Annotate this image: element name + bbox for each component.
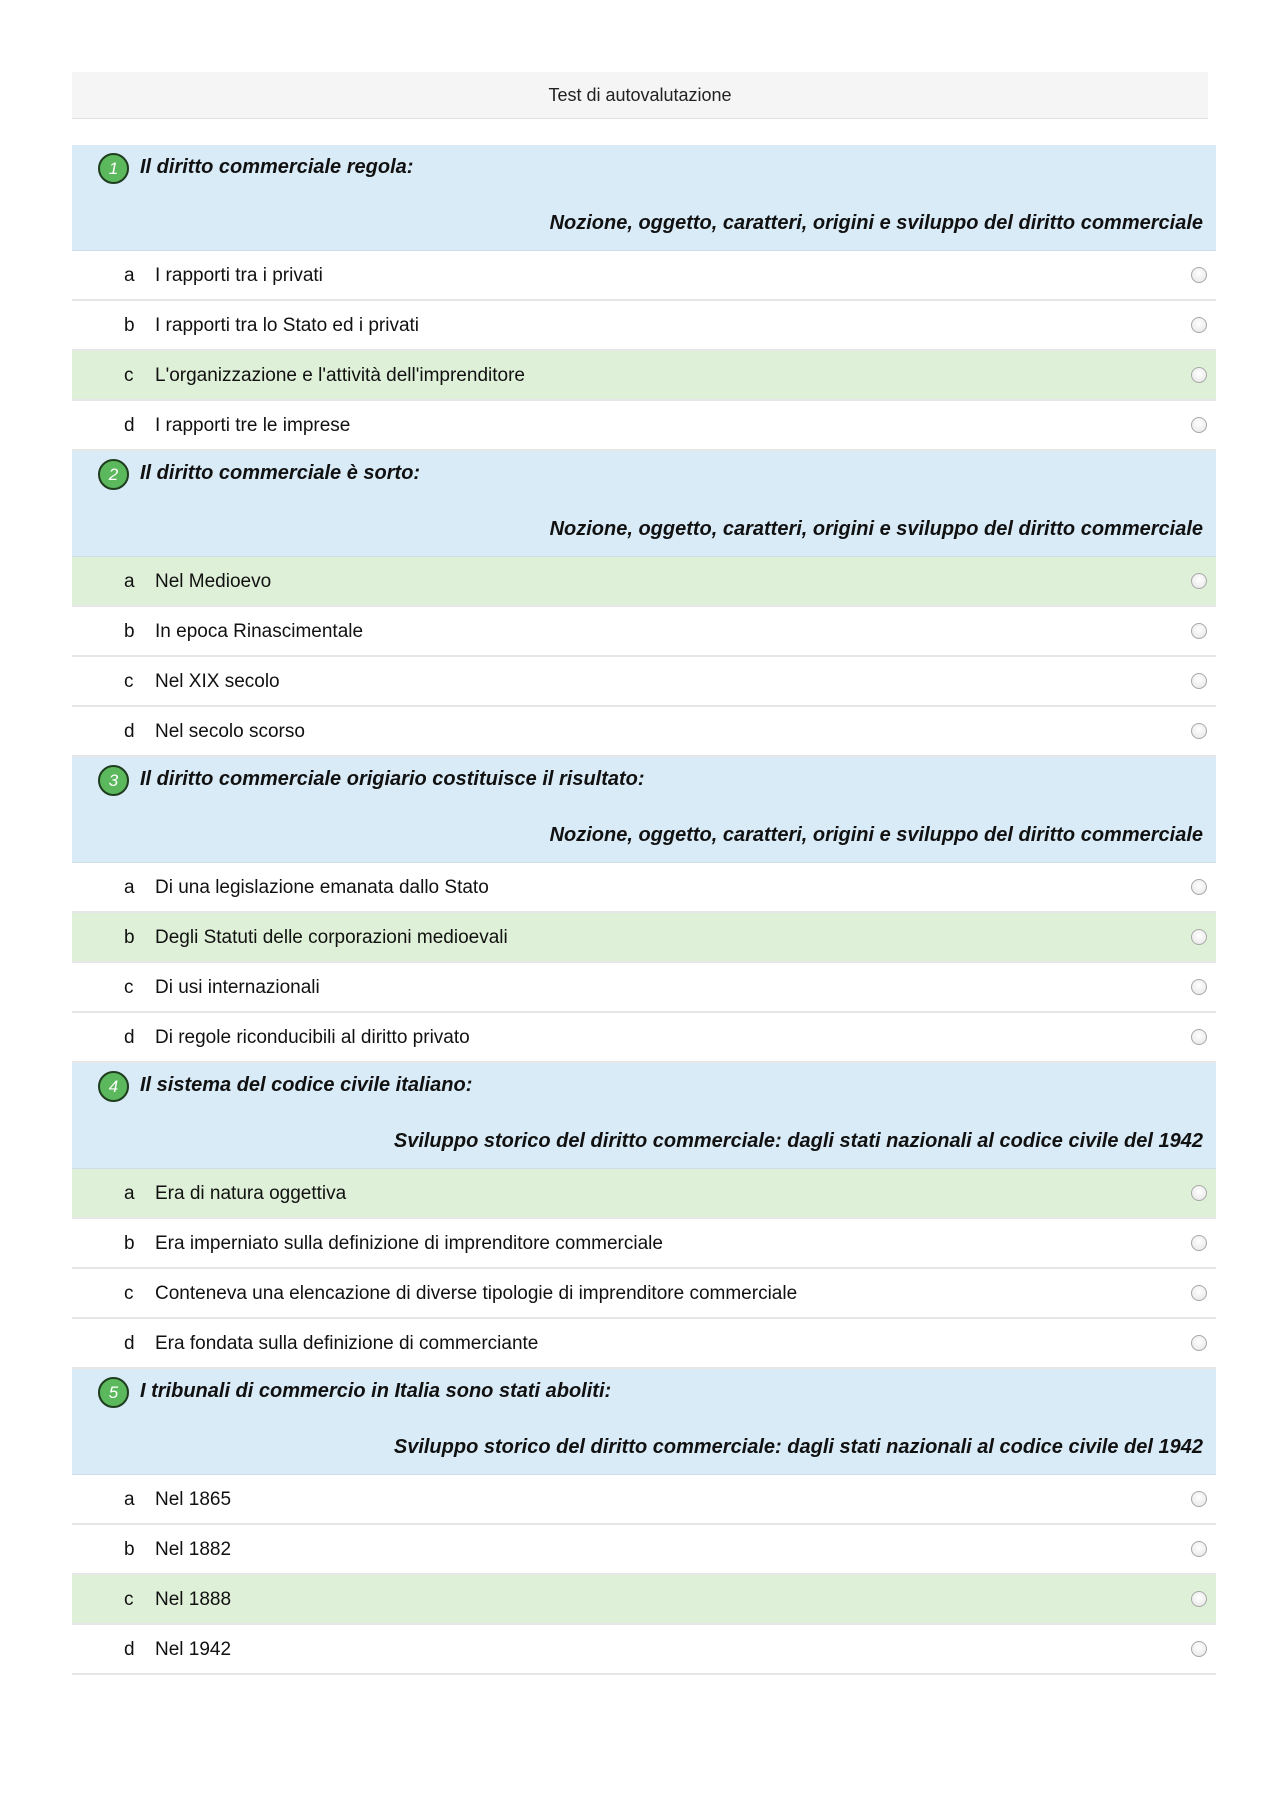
answer-radio[interactable] bbox=[1191, 1491, 1207, 1507]
answer-text: Di regole riconducibili al diritto privato bbox=[155, 1027, 470, 1048]
answer-option[interactable] bbox=[72, 1269, 1216, 1319]
answer-text: I rapporti tra lo Stato ed i privati bbox=[155, 315, 420, 336]
answer-text: I rapporti tra i privati bbox=[155, 265, 323, 286]
quiz-list bbox=[72, 145, 1216, 1675]
answer-option[interactable] bbox=[72, 707, 1216, 757]
answer-letter: b bbox=[124, 1233, 135, 1254]
answer-radio[interactable] bbox=[1191, 417, 1207, 433]
question-topic: Nozione, oggetto, caratteri, origini e sviluppo del diritto commerciale bbox=[549, 824, 1203, 846]
answer-option-correct[interactable] bbox=[72, 351, 1216, 401]
answer-radio[interactable] bbox=[1191, 1641, 1207, 1657]
answer-radio[interactable] bbox=[1191, 723, 1207, 739]
answer-letter: c bbox=[124, 1589, 134, 1610]
answer-text: Di una legislazione emanata dallo Stato bbox=[155, 877, 489, 898]
answer-option[interactable] bbox=[72, 607, 1216, 657]
answer-option[interactable] bbox=[72, 863, 1216, 913]
answer-text: Conteneva una elencazione di diverse tipologie di imprenditore commerciale bbox=[155, 1283, 798, 1304]
answer-radio[interactable] bbox=[1191, 267, 1207, 283]
answer-option-correct[interactable] bbox=[72, 557, 1216, 607]
question-header bbox=[72, 145, 1216, 251]
answer-radio[interactable] bbox=[1191, 1285, 1207, 1301]
question-topic: Nozione, oggetto, caratteri, origini e sviluppo del diritto commerciale bbox=[549, 212, 1203, 234]
answer-letter: d bbox=[124, 1639, 135, 1660]
question-topic: Sviluppo storico del diritto commerciale: dagli stati nazionali al codice civile del 1942 bbox=[393, 1436, 1203, 1458]
answer-letter: b bbox=[124, 315, 135, 336]
answer-letter: c bbox=[124, 977, 134, 998]
answer-text: Nel Medioevo bbox=[155, 571, 272, 592]
question-header bbox=[72, 1063, 1216, 1169]
answer-letter: a bbox=[124, 1183, 135, 1204]
answer-text: Nel XIX secolo bbox=[155, 671, 280, 692]
answer-letter: a bbox=[124, 571, 135, 592]
answer-letter: d bbox=[124, 1333, 135, 1354]
answer-option[interactable] bbox=[72, 1475, 1216, 1525]
question-header bbox=[72, 1369, 1216, 1475]
answer-option[interactable] bbox=[72, 1625, 1216, 1675]
answer-letter: c bbox=[124, 365, 134, 386]
question-text: I tribunali di commercio in Italia sono stati aboliti: bbox=[140, 1380, 612, 1402]
question-number-badge: 5 bbox=[98, 1377, 129, 1408]
page-header bbox=[72, 72, 1208, 119]
answer-option[interactable] bbox=[72, 657, 1216, 707]
answer-text: Di usi internazionali bbox=[155, 977, 320, 998]
question-number-badge: 4 bbox=[98, 1071, 129, 1102]
answer-option[interactable] bbox=[72, 401, 1216, 451]
question-block bbox=[72, 1369, 1216, 1675]
question-topic: Nozione, oggetto, caratteri, origini e sviluppo del diritto commerciale bbox=[549, 518, 1203, 540]
answer-text: Era imperniato sulla definizione di imprenditore commerciale bbox=[155, 1233, 663, 1254]
answer-radio[interactable] bbox=[1191, 367, 1207, 383]
answer-option[interactable] bbox=[72, 301, 1216, 351]
answer-radio[interactable] bbox=[1191, 929, 1207, 945]
question-header bbox=[72, 757, 1216, 863]
answer-text: I rapporti tre le imprese bbox=[155, 415, 351, 436]
answer-radio[interactable] bbox=[1191, 317, 1207, 333]
question-block bbox=[72, 1063, 1216, 1369]
answer-radio[interactable] bbox=[1191, 1335, 1207, 1351]
answer-letter: a bbox=[124, 265, 135, 286]
answer-letter: c bbox=[124, 1283, 134, 1304]
question-text: Il diritto commerciale regola: bbox=[140, 156, 414, 178]
answer-letter: a bbox=[124, 1489, 135, 1510]
page-title: Test di autovalutazione bbox=[548, 84, 732, 105]
answer-option[interactable] bbox=[72, 1013, 1216, 1063]
answer-text: Nel 1942 bbox=[155, 1639, 232, 1660]
answer-option[interactable] bbox=[72, 1525, 1216, 1575]
answer-letter: b bbox=[124, 1539, 135, 1560]
question-topic: Sviluppo storico del diritto commerciale: dagli stati nazionali al codice civile del 1942 bbox=[393, 1130, 1203, 1152]
answer-option-correct[interactable] bbox=[72, 1575, 1216, 1625]
question-block bbox=[72, 757, 1216, 1063]
answer-text: Degli Statuti delle corporazioni medioevali bbox=[155, 927, 508, 948]
answer-radio[interactable] bbox=[1191, 623, 1207, 639]
question-block bbox=[72, 145, 1216, 451]
answer-text: Nel 1865 bbox=[155, 1489, 232, 1510]
answer-radio[interactable] bbox=[1191, 1185, 1207, 1201]
answer-text: Era fondata sulla definizione di commerciante bbox=[155, 1333, 539, 1354]
answer-text: Nel 1888 bbox=[155, 1589, 232, 1610]
answer-radio[interactable] bbox=[1191, 1029, 1207, 1045]
answer-letter: d bbox=[124, 721, 135, 742]
question-header bbox=[72, 451, 1216, 557]
question-text: Il sistema del codice civile italiano: bbox=[140, 1074, 473, 1096]
answer-letter: d bbox=[124, 415, 135, 436]
question-text: Il diritto commerciale è sorto: bbox=[140, 462, 421, 484]
answer-radio[interactable] bbox=[1191, 879, 1207, 895]
answer-text: Era di natura oggettiva bbox=[155, 1183, 347, 1204]
answer-radio[interactable] bbox=[1191, 1591, 1207, 1607]
answer-text: In epoca Rinascimentale bbox=[155, 621, 364, 642]
answer-letter: b bbox=[124, 927, 135, 948]
question-number-badge: 1 bbox=[98, 153, 129, 184]
answer-letter: a bbox=[124, 877, 135, 898]
answer-option-correct[interactable] bbox=[72, 913, 1216, 963]
answer-text: Nel secolo scorso bbox=[155, 721, 305, 742]
answer-text: L'organizzazione e l'attività dell'imprenditore bbox=[155, 365, 525, 386]
answer-letter: b bbox=[124, 621, 135, 642]
answer-option[interactable] bbox=[72, 1219, 1216, 1269]
answer-radio[interactable] bbox=[1191, 673, 1207, 689]
answer-radio[interactable] bbox=[1191, 1541, 1207, 1557]
question-number-badge: 2 bbox=[98, 459, 129, 490]
answer-option[interactable] bbox=[72, 251, 1216, 301]
answer-radio[interactable] bbox=[1191, 1235, 1207, 1251]
answer-radio[interactable] bbox=[1191, 573, 1207, 589]
answer-option[interactable] bbox=[72, 963, 1216, 1013]
answer-option-correct[interactable] bbox=[72, 1169, 1216, 1219]
answer-letter: d bbox=[124, 1027, 135, 1048]
answer-radio[interactable] bbox=[1191, 979, 1207, 995]
question-block bbox=[72, 451, 1216, 757]
question-text: Il diritto commerciale origiario costituisce il risultato: bbox=[140, 768, 645, 790]
answer-option[interactable] bbox=[72, 1319, 1216, 1369]
answer-letter: c bbox=[124, 671, 134, 692]
question-number-badge: 3 bbox=[98, 765, 129, 796]
answer-text: Nel 1882 bbox=[155, 1539, 232, 1560]
